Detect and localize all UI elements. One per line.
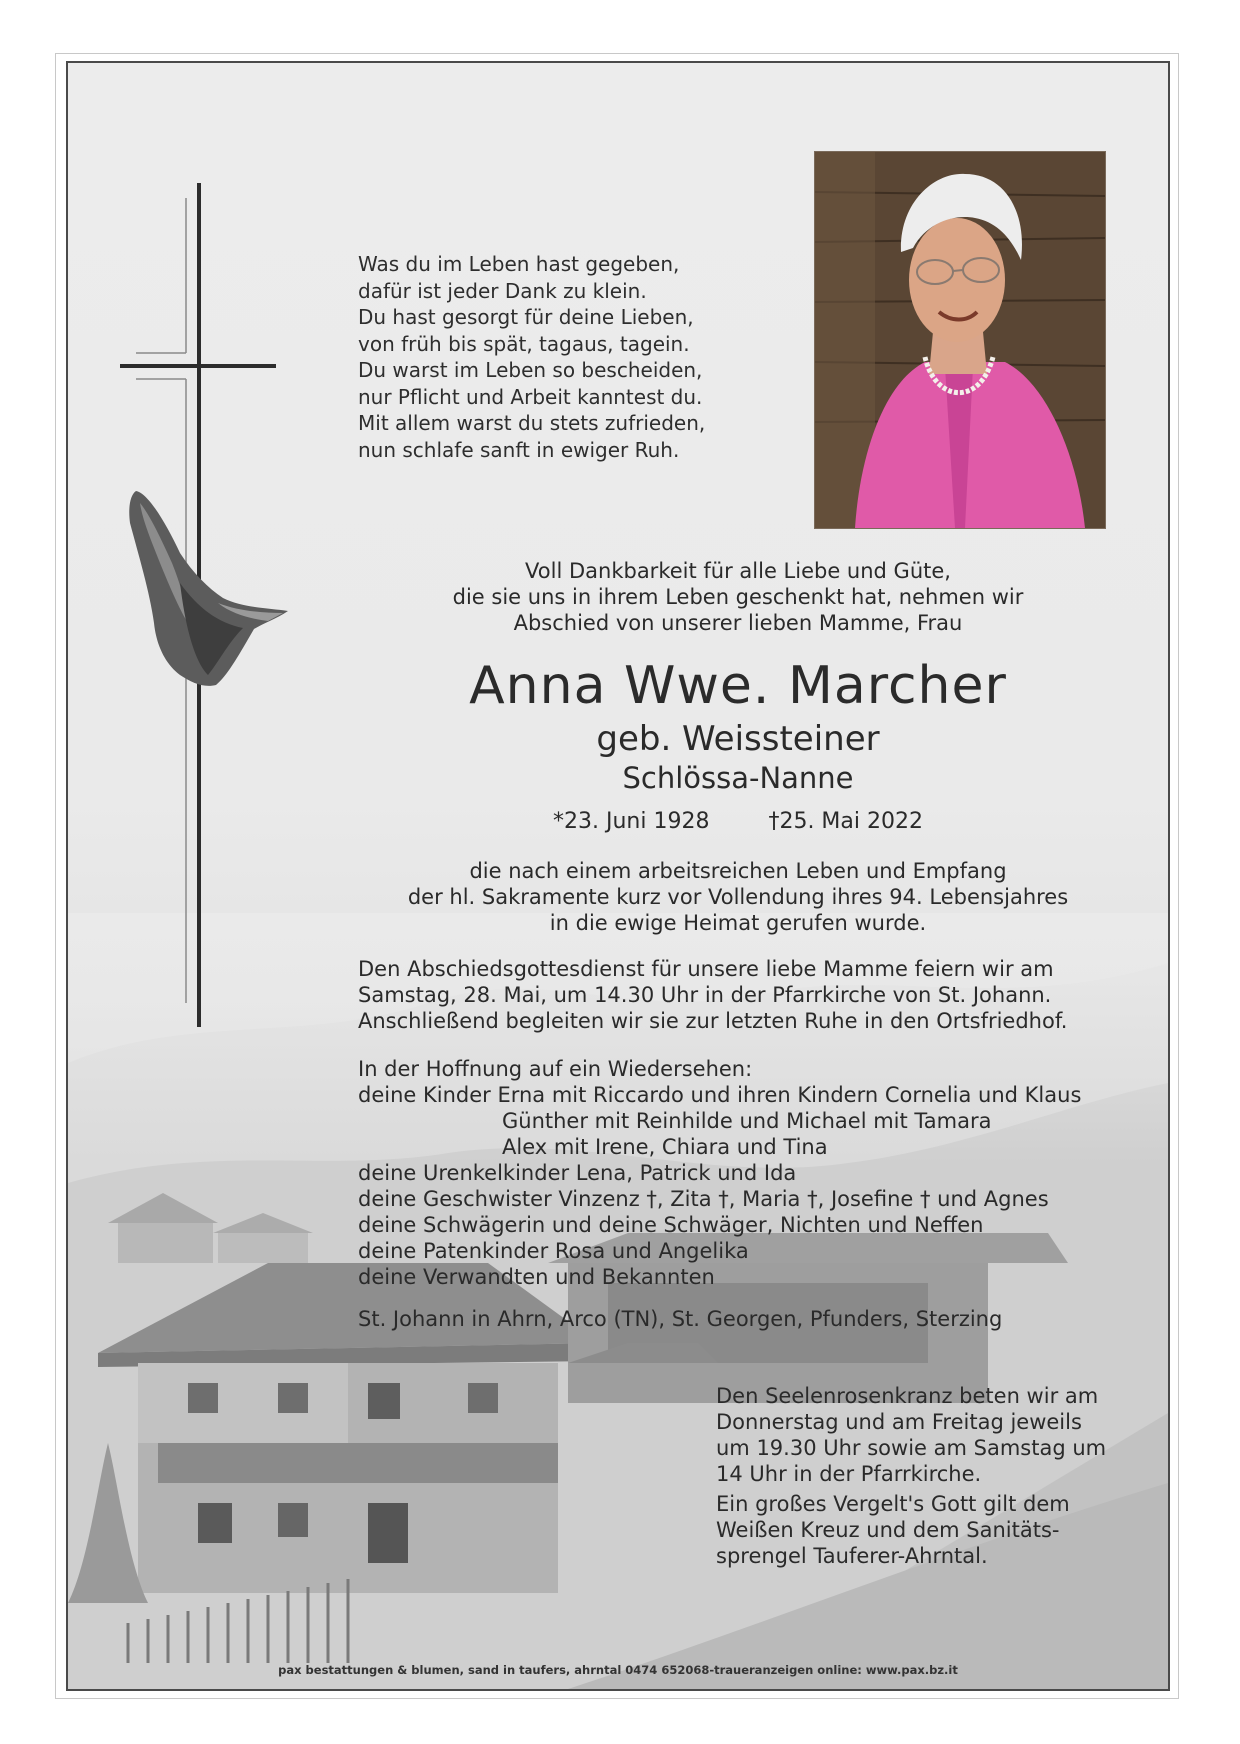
places-line: St. Johann in Ahrn, Arco (TN), St. Georgen, Pfunders, Sterzing <box>358 1307 1003 1331</box>
portrait-photo <box>814 151 1106 529</box>
footer-imprint: pax bestattungen & blumen, sand in taufers, ahrntal 0474 652068-traueranzeigen online: www.pax.bz.it <box>278 1663 958 1677</box>
mourners-children: Alex mit Irene, Chiara und Tina <box>502 1135 828 1159</box>
mourners-godchildren: deine Patenkinder Rosa und Angelika <box>358 1239 749 1263</box>
death-date: †25. Mai 2022 <box>768 809 923 834</box>
death-text: die nach einem arbeitsreichen Leben und Empfang der hl. Sakramente kurz vor Vollendung ihres 94. Lebensjahres in die ewige Heimat gerufen wurde. <box>407 859 1069 935</box>
mourners-list <box>358 1056 1118 1290</box>
maiden-name: geb. Weissteiner <box>596 719 880 759</box>
mourners-children: Günther mit Reinhilde und Michael mit Tamara <box>502 1109 992 1133</box>
mourners-heading: In der Hoffnung auf ein Wiedersehen: <box>358 1057 753 1081</box>
rosary-text: Den Seelenrosenkranz beten wir am Donnerstag und am Freitag jeweils um 19.30 Uhr sowie am Samstag um 14 Uhr in der Pfarrkirche. <box>716 1384 1107 1486</box>
funeral-mass-text: Den Abschiedsgottesdienst für unsere liebe Mamme feiern wir am Samstag, 28. Mai, um 14.30 Uhr in der Pfarrkirche von St. Johann. Anschließend begleiten wir sie zur letzten Ruhe in den Ortsfriedhof. <box>358 957 1068 1033</box>
mourners-in-laws: deine Schwägerin und deine Schwäger, Nichten und Neffen <box>358 1213 984 1237</box>
thanks-text: Ein großes Vergelt's Gott gilt dem Weißen Kreuz und dem Sanitäts- sprengel Tauferer-Ahrntal. <box>716 1492 1070 1568</box>
memorial-poem: Was du im Leben hast gegeben, dafür ist jeder Dank zu klein. Du hast gesorgt für deine Lieben, von früh bis spät, tagaus, tagein. Du warst im Leben so bescheiden, nur Pflicht und Arbeit kanntest du. Mit allem warst du stets zufrieden, nun schlafe sanft in ewiger Ruh. <box>358 252 706 462</box>
mourners-relatives: deine Verwandten und Bekannten <box>358 1265 715 1289</box>
birth-date: *23. Juni 1928 <box>553 809 710 834</box>
obituary-card <box>66 61 1170 1691</box>
nickname: Schlössa-Nanne <box>622 761 854 795</box>
deceased-name: Anna Wwe. Marcher <box>469 656 1007 716</box>
mourners-great-grandchildren: deine Urenkelkinder Lena, Patrick und Ida <box>358 1161 797 1185</box>
mourners-siblings: deine Geschwister Vinzenz †, Zita †, Maria †, Josefine † und Agnes <box>358 1187 1049 1211</box>
praying-hands-icon <box>129 491 288 686</box>
life-dates <box>358 808 1118 836</box>
mourners-children: deine Kinder Erna mit Riccardo und ihren Kindern Cornelia und Klaus <box>358 1083 1082 1107</box>
intro-text: Voll Dankbarkeit für alle Liebe und Güte, die sie uns in ihrem Leben geschenkt hat, nehmen wir Abschied von unserer lieben Mamme, Frau <box>452 559 1024 635</box>
